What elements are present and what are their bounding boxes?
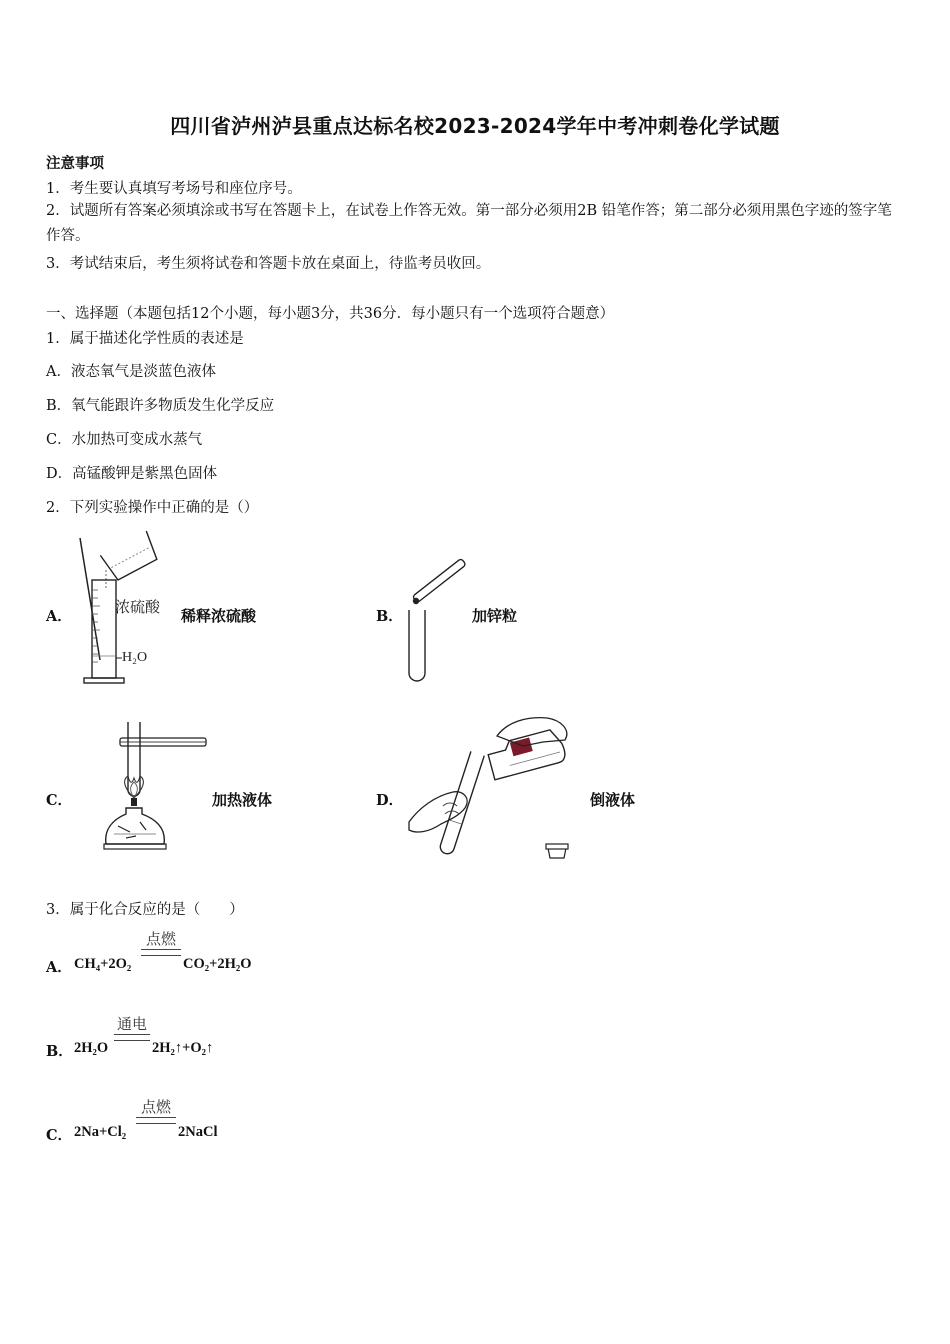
q3-option-c-equals <box>136 1117 176 1124</box>
q3-option-b-products: 2H₂↑+O₂↑ <box>152 1040 214 1056</box>
notes-heading: 注意事项 <box>46 155 104 172</box>
note-item: 1．考生要认真填写考场号和座位序号。 <box>46 181 302 197</box>
question-3-stem: 3．属于化合反应的是（ ） <box>46 902 244 918</box>
question-1-stem: 1．属于描述化学性质的表述是 <box>46 331 244 347</box>
q1-option-c: C．水加热可变成水蒸气 <box>46 432 203 448</box>
q2-option-d-label: D． <box>376 792 404 809</box>
alcohol-lamp-figure <box>100 718 210 860</box>
q1-option-a: A．液态氧气是淡蓝色液体 <box>46 364 216 380</box>
q3-option-a-reactants: CH₄+2O₂ <box>74 956 132 972</box>
q3-option-c-label: C． <box>46 1127 73 1144</box>
q3-option-a-equals <box>141 949 181 956</box>
q3-option-c-reactants: 2Na+Cl₂ <box>74 1124 127 1140</box>
pouring-liquid-figure <box>405 712 585 867</box>
q3-option-b-label: B． <box>46 1043 73 1060</box>
q3-option-a-condition: 点燃 <box>145 930 176 948</box>
q3-option-c-products: 2NaCl <box>178 1124 218 1140</box>
q3-option-b-reactants: 2H₂O <box>74 1040 109 1056</box>
test-tube-zinc-figure <box>400 555 480 690</box>
q2-option-b-label: B． <box>376 608 403 625</box>
q3-option-a-label: A． <box>46 959 72 976</box>
q2-option-a-label: A． <box>46 608 72 625</box>
page-title: 四川省泸州泸县重点达标名校2023-2024学年中考冲刺卷化学试题 <box>170 114 780 138</box>
note-item: 2．试题所有答案必须填涂或书写在答题卡上，在试卷上作答无效。第一部分必须用2B 铅笔作答；第二部分必须用黑色字迹的签字笔作答。 <box>46 203 892 244</box>
q3-option-b-condition: 通电 <box>116 1015 147 1033</box>
q3-option-a-products: CO₂+2H₂O <box>183 956 252 972</box>
note-item: 3．考试结束后，考生须将试卷和答题卡放在桌面上，待监考员收回。 <box>46 256 491 272</box>
q3-option-b-equals <box>114 1034 150 1041</box>
question-2-stem: 2．下列实验操作中正确的是（） <box>46 500 259 516</box>
concentrated-acid-label: 浓硫酸 <box>115 598 161 616</box>
q2-option-c-caption: 加热液体 <box>212 791 273 809</box>
section-heading: 一、选择题（本题包括12个小题，每小题3分，共36分．每小题只有一个选项符合题意） <box>46 306 615 322</box>
q2-option-a-caption: 稀释浓硫酸 <box>181 607 257 625</box>
q1-option-b: B．氧气能跟许多物质发生化学反应 <box>46 398 275 414</box>
q2-option-d-caption: 倒液体 <box>590 791 636 809</box>
q1-option-d: D．高锰酸钾是紫黑色固体 <box>46 466 218 482</box>
q2-option-c-label: C． <box>46 792 73 809</box>
q3-option-c-condition: 点燃 <box>140 1098 171 1116</box>
q2-option-b-caption: 加锌粒 <box>472 607 518 625</box>
water-label: H₂O <box>122 650 148 665</box>
